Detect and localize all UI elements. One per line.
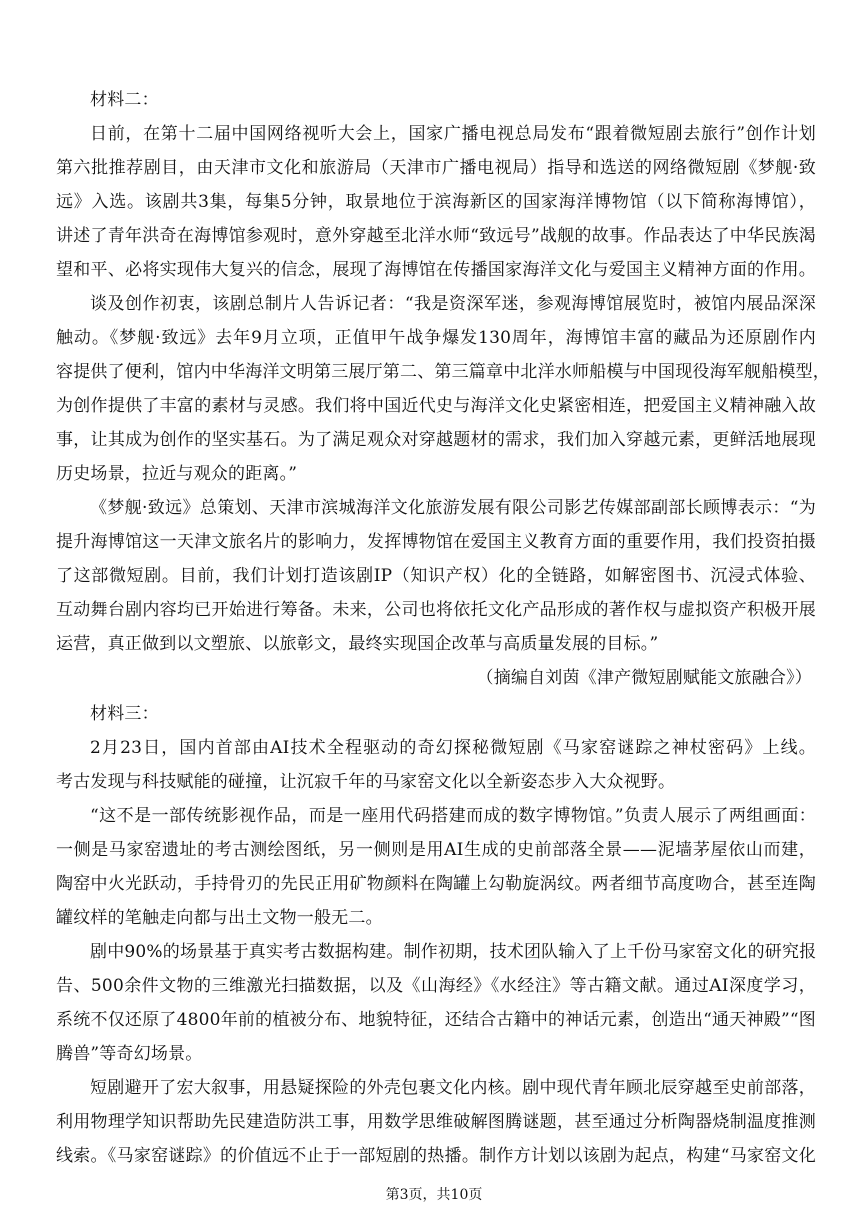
paragraph-line: 罐纹样的笔触走向都与出土文物一般无二。 — [56, 908, 383, 928]
paragraph-line: 告、500余件文物的三维激光扫描数据，以及《山海经》《水经注》等古籍文献。通过AI深度学习， — [56, 976, 816, 996]
paragraph-line: 利用物理学知识帮助先民建造防洪工事，用数学思维破解图腾谜题，甚至通过分析陶器烧制温度推测 — [56, 1112, 816, 1132]
paragraph-line: 第六批推荐剧目，由天津市文化和旅游局（天津市广播电视局）指导和选送的网络微短剧《梦舰·致 — [56, 158, 816, 178]
paragraph-line: 为创作提供了丰富的素材与灵感。我们将中国近代史与海洋文化史紧密相连，把爱国主义精神融入故 — [56, 396, 816, 416]
paragraph-line: 触动。《梦舰·致远》去年9月立项，正值甲午战争爆发130周年，海博馆丰富的藏品为还原剧作内 — [56, 328, 816, 348]
heading-material-two: 材料二： — [90, 90, 159, 110]
paragraph-line: 讲述了青年洪奇在海博馆参观时，意外穿越至北洋水师“致远号”战舰的故事。作品表达了中华民族渴 — [56, 226, 816, 246]
paragraph-line: 考古发现与科技赋能的碰撞，让沉寂千年的马家窑文化以全新姿态步入大众视野。 — [56, 772, 676, 792]
paragraph-line: 望和平、必将实现伟大复兴的信念，展现了海博馆在传播国家海洋文化与爱国主义精神方面的作用。 — [56, 260, 816, 280]
paragraph-line: 短剧避开了宏大叙事，用悬疑探险的外壳包裹文化内核。剧中现代青年顾北辰穿越至史前部落， — [90, 1078, 816, 1098]
paragraph-line: 《梦舰·致远》总策划、天津市滨城海洋文化旅游发展有限公司影艺传媒部副部长顾博表示：“为 — [90, 498, 816, 518]
paragraph-line: 2月23日，国内首部由AI技术全程驱动的奇幻探秘微短剧《马家窑谜踪之神杖密码》上线。 — [90, 738, 816, 758]
paragraph-line: 谈及创作初衷，该剧总制片人告诉记者：“我是资深军迷，参观海博馆展览时，被馆内展品深深 — [90, 294, 816, 314]
paragraph-line: 提升海博馆这一天津文旅名片的影响力，发挥博物馆在爱国主义教育方面的重要作用，我们投资拍摄 — [56, 532, 816, 552]
paragraph-line: 系统不仅还原了4800年前的植被分布、地貌特征，还结合古籍中的神话元素，创造出“通天神殿”“图 — [56, 1010, 816, 1030]
paragraph-line: 互动舞台剧内容均已开始进行筹备。未来，公司也将依托文化产品形成的著作权与虚拟资产积极开展 — [56, 600, 816, 620]
paragraph-line: 事，让其成为创作的坚实基石。为了满足观众对穿越题材的需求，我们加入穿越元素，更鲜活地展现 — [56, 430, 816, 450]
paragraph-line: 陶窑中火光跃动，手持骨刃的先民正用矿物颜料在陶罐上勾勒旋涡纹。两者细节高度吻合，甚至连陶 — [56, 874, 816, 894]
paragraph-line: 一侧是马家窑遗址的考古测绘图纸，另一侧则是用AI生成的史前部落全景——泥墙茅屋依山而建， — [56, 840, 816, 860]
paragraph-line: 剧中90%的场景基于真实考古数据构建。制作初期，技术团队输入了上千份马家窑文化的研究报 — [90, 942, 817, 962]
heading-material-three: 材料三： — [90, 704, 159, 724]
source-citation: （摘编自刘茵《津产微短剧赋能文旅融合》） — [476, 668, 812, 688]
page-footer: 第3页，共10页 — [385, 1187, 483, 1203]
paragraph-line: 线索。《马家窑谜踪》的价值远不止于一部短剧的热播。制作方计划以该剧为起点，构建“马家窑文化 — [56, 1146, 816, 1166]
paragraph-line: 容提供了便利，馆内中华海洋文明第三展厅第二、第三篇章中北洋水师船模与中国现役海军舰船模型， — [56, 362, 830, 382]
paragraph-line: 了这部微短剧。目前，我们计划打造该剧IP（知识产权）化的全链路，如解密图书、沉浸式体验、 — [56, 566, 816, 586]
paragraph-line: 远》入选。该剧共3集，每集5分钟，取景地位于滨海新区的国家海洋博物馆（以下简称海博馆）， — [56, 192, 816, 212]
paragraph-line: 日前，在第十二届中国网络视听大会上，国家广播电视总局发布“跟着微短剧去旅行”创作计划 — [90, 124, 816, 144]
paragraph-line: 运营，真正做到以文塑旅、以旅彰文，最终实现国企改革与高质量发展的目标。” — [56, 634, 659, 654]
paragraph-line: 腾兽”等奇幻场景。 — [56, 1044, 203, 1064]
paragraph-line: 历史场景，拉近与观众的距离。” — [56, 464, 298, 484]
paragraph-line: “这不是一部传统影视作品，而是一座用代码搭建而成的数字博物馆。”负责人展示了两组画面： — [90, 806, 816, 826]
